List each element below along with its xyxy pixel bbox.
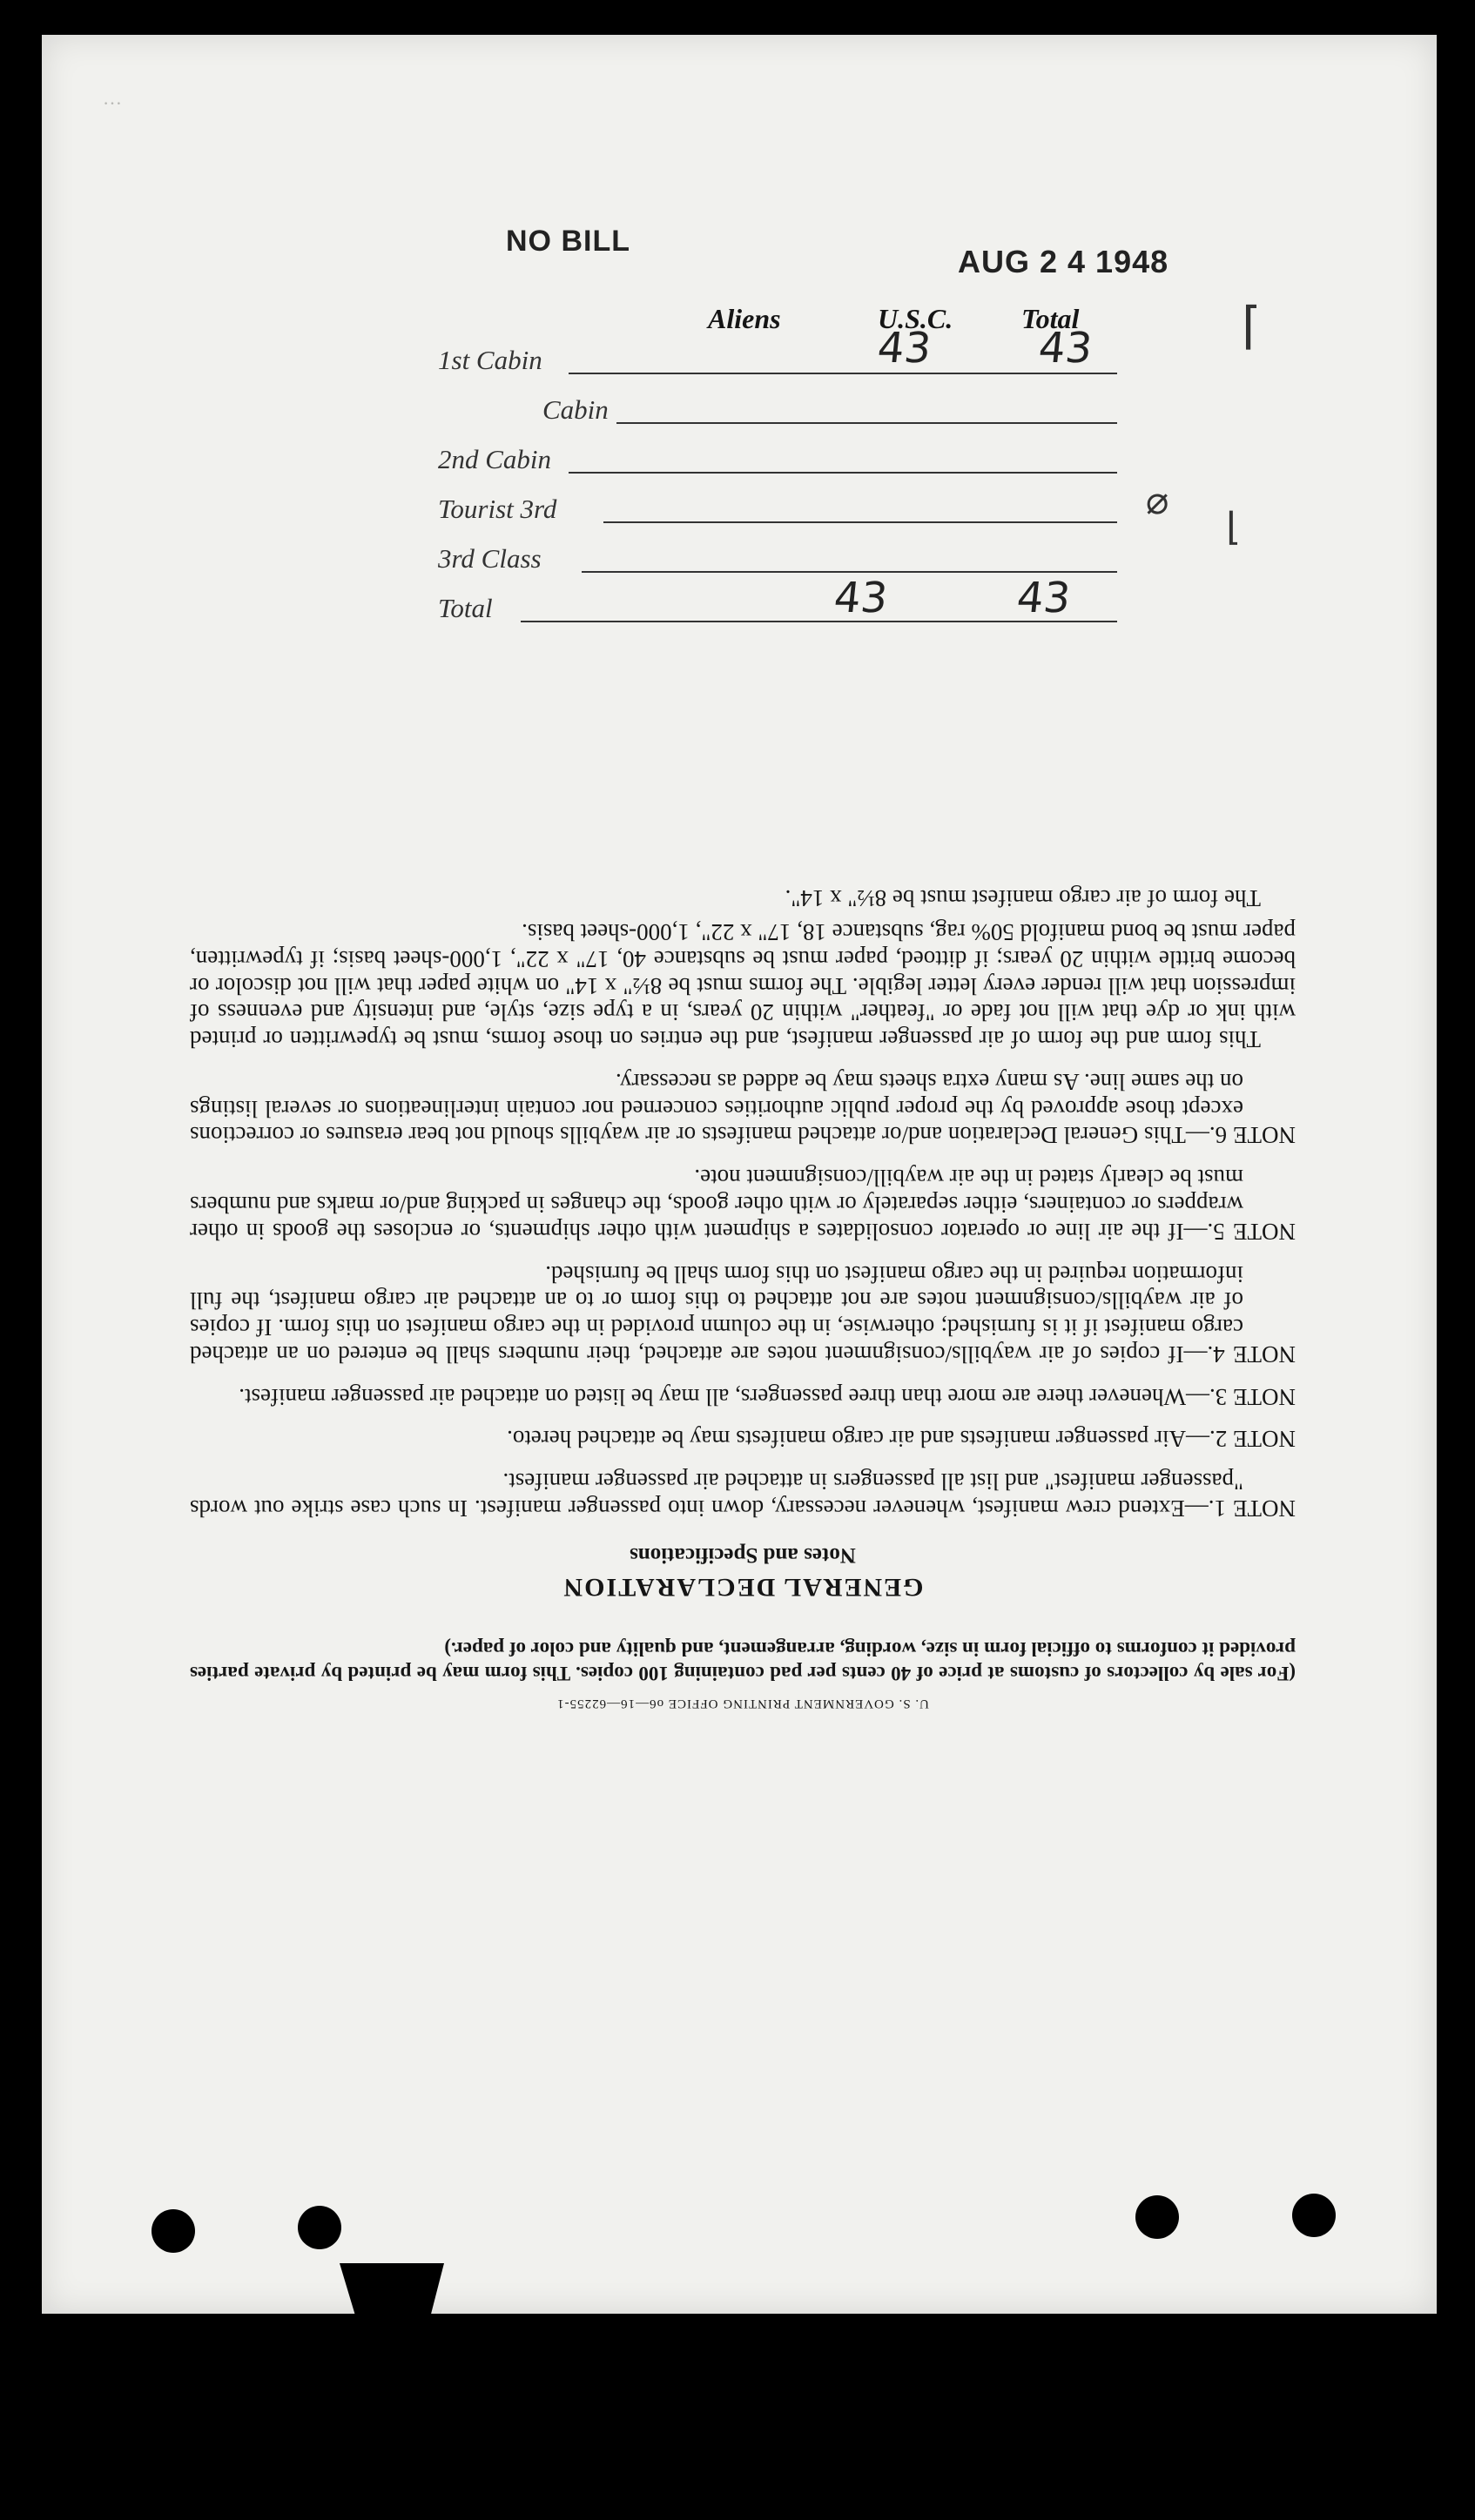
- form-title: GENERAL DECLARATION: [562, 1572, 924, 1602]
- tally-row-tourist-third: [438, 487, 1117, 528]
- row-label: Cabin: [542, 394, 609, 425]
- punch-hole: [152, 2209, 195, 2253]
- document-page: [42, 35, 1437, 2314]
- note-3: NOTE 3.—Whenever there are more than three passengers, all may be listed on attached air passenger manifest.: [239, 1383, 1296, 1410]
- row-label: Tourist 3rd: [438, 494, 557, 524]
- total-value: 43: [1036, 324, 1095, 373]
- usc-value: 43: [832, 574, 891, 622]
- rule-line: [569, 373, 1117, 374]
- punch-hole: [298, 2206, 341, 2249]
- row-label: Total: [438, 593, 493, 623]
- row-label: 3rd Class: [438, 543, 542, 574]
- inverted-form-text: [190, 683, 1296, 1710]
- tally-row-third-class: [438, 536, 1117, 578]
- rule-line: [582, 571, 1117, 573]
- binding-tab: [340, 2263, 444, 2385]
- header-total: Total: [1021, 303, 1080, 334]
- note-2: NOTE 2.—Air passenger manifests and air cargo manifests may be attached hereto.: [507, 1426, 1296, 1453]
- no-bill-stamp: NO BILL: [506, 225, 630, 258]
- punch-hole: [1292, 2194, 1336, 2237]
- bracket-mark: ⌈: [1242, 296, 1262, 355]
- form-subtitle: Notes and Specifications: [630, 1542, 856, 1567]
- specification-paragraph: This form and the form of air passenger manifest, and the entries on those forms, must be typewritten or printed with ink or dye that will not fade or "feather" within 20 years, in a type size, style, and intensity and evenness of impression that will render every letter legible. The forms must be 8½" x 14" on white paper that will not discolor or become brittle within 20 years; if dittoed, paper must be substance 40, 17" x 22", 1,000-sheet basis; if typewritten, paper must be bond manifold 50% rag, substance 18, 17" x 22", 1,000-sheet basis.: [190, 919, 1296, 1053]
- row-label: 2nd Cabin: [438, 444, 552, 474]
- tally-row-total: [438, 574, 1117, 628]
- rule-line: [616, 422, 1117, 424]
- usc-value: 43: [875, 324, 934, 373]
- total-value: 43: [1014, 574, 1074, 622]
- header-usc: U.S.C.: [878, 303, 953, 334]
- for-sale-notice: (For sale by collectors of customs at price of 40 cents per pad containing 100 copies. This form may be printed by private parties provided it conforms to official form in size, wording, arrangement, and quality and color of paper.): [190, 1637, 1296, 1684]
- rule-line: [603, 521, 1117, 523]
- note-6: NOTE 6.—This General Declaration and/or attached manifests or air waybills should not bear erasures or corrections except those approved by the proper public authorities concerned nor contain interlineations or several listings on the same line. As many extra sheets may be added as necessary.: [190, 1068, 1296, 1149]
- note-1: NOTE 1.—Extend crew manifest, whenever necessary, down into passenger manifest. In such case strike out words "passenger manifest" and list all passengers in attached air passenger manifest.: [190, 1468, 1296, 1522]
- bleed-through-text: …: [103, 87, 122, 109]
- air-cargo-paragraph: The form of air cargo manifest must be 8½" x 14".: [785, 885, 1261, 912]
- date-stamp: AUG 2 4 1948: [958, 244, 1169, 279]
- row-label: 1st Cabin: [438, 345, 542, 375]
- rule-line: [569, 472, 1117, 474]
- tally-row-first-cabin: [438, 324, 1117, 380]
- note-4: NOTE 4.—If copies of air waybills/consignment notes are attached, their numbers shall be entered on an attached cargo manifest if it is furnished; otherwise, in the column provided in the cargo manifest on this form. If copies of air waybills/consignment notes are not attached to this form or to an attached air cargo manifest, the full information required in the cargo manifest on this form shall be furnished.: [190, 1260, 1296, 1368]
- punch-hole: [1135, 2195, 1179, 2239]
- handwritten-circle-mark: ⌀: [1146, 479, 1169, 523]
- note-5: NOTE 5.—If the air line or operator consolidates a shipment with other shipments, or encloses the goods in other wrappers or containers, either separately or with other goods, the changes in packing and/or marks and numbers must be clearly stated in the air waybill/consignment note.: [190, 1165, 1296, 1245]
- tally-row-second-cabin: [438, 437, 1117, 479]
- printing-office-line: U. S. GOVERNMENT PRINTING OFFICE o6—16—62255-1: [556, 1697, 929, 1710]
- bracket-mark: ⌊: [1226, 505, 1242, 549]
- header-aliens: Aliens: [708, 303, 781, 334]
- tally-row-cabin: [438, 387, 1117, 429]
